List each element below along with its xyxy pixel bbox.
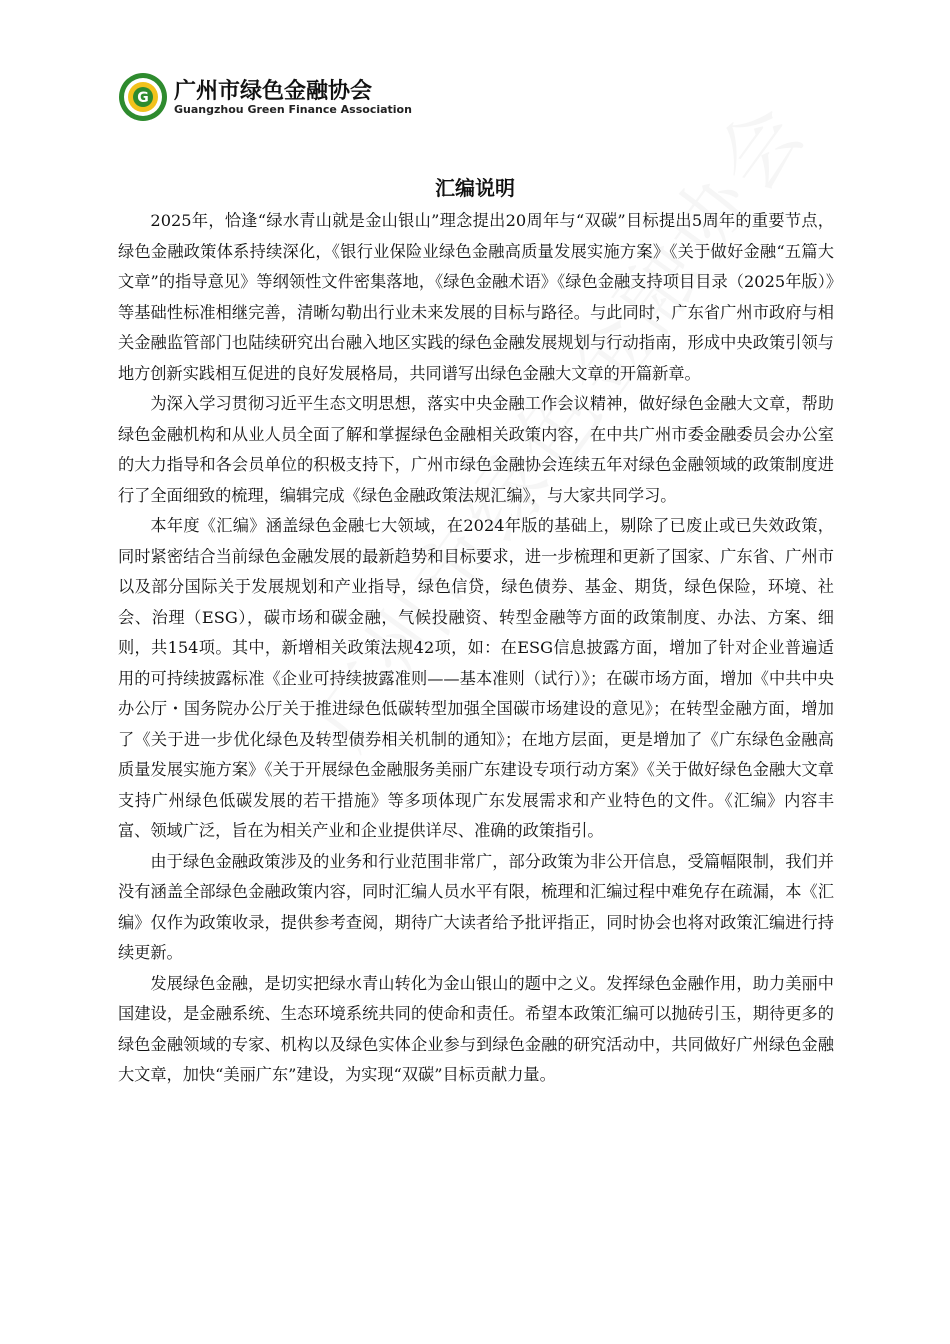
paragraph: 发展绿色金融，是切实把绿水青山转化为金山银山的题中之义。发挥绿色金融作用，助力美丽中国建设，是金融系统、生态环境系统共同的使命和责任。希望本政策汇编可以抛砖引玉，期待更多的绿色金融领域的专家、机构以及绿色实体企业参与到绿色金融的研究活动中，共同做好广州绿色金融大文章，加快“美丽广东”建设，为实现“双碳”目标贡献力量。 — [118, 973, 834, 1084]
document-body — [118, 206, 834, 1091]
paragraph: 为深入学习贯彻习近平生态文明思想，落实中央金融工作会议精神，做好绿色金融大文章，帮助绿色金融机构和从业人员全面了解和掌握绿色金融相关政策内容，在中共广州市委金融委员会办公室的大力指导和各会员单位的积极支持下，广州市绿色金融协会连续五年对绿色金融领域的政策制度进行了全面细致的梳理，编辑完成《绿色金融政策法规汇编》，与大家共同学习。 — [118, 394, 834, 505]
header — [118, 70, 418, 126]
page-title: 汇编说明 — [435, 176, 515, 200]
association-logo-icon — [118, 72, 168, 122]
logo-letter: G — [137, 90, 149, 106]
paragraph: 本年度《汇编》涵盖绿色金融七大领域，在2024年版的基础上，剔除了已废止或已失效政策，同时紧密结合当前绿色金融发展的最新趋势和目标要求，进一步梳理和更新了国家、广东省、广州市以及部分国际关于发展规划和产业指导，绿色信贷，绿色债券、基金、期货，绿色保险，环境、社会、治理（ESG），碳市场和碳金融，气候投融资、转型金融等方面的政策制度、办法、方案、细则，共154项。其中，新增相关政策法规42项，如：在ESG信息披露方面，增加了针对企业普遍适用的可持续披露标准《企业可持续披露准则——基本准则（试行）》；在碳市场方面，增加《中共中央办公厅・国务院办公厅关于推进绿色低碳转型加强全国碳市场建设的意见》；在转型金融方面，增加了《关于进一步优化绿色及转型债券相关机制的通知》；在地方层面，更是增加了《广东绿色金融高质量发展实施方案》《关于开展绿色金融服务美丽广东建设专项行动方案》《关于做好绿色金融大文章支持广州绿色低碳发展的若干措施》等多项体现广东发展需求和产业特色的文件。《汇编》内容丰富、领域广泛，旨在为相关产业和企业提供详尽、准确的政策指引。 — [118, 516, 834, 840]
org-name-cn: 广州市绿色金融协会 — [174, 79, 373, 104]
org-name-en: Guangzhou Green Finance Association — [174, 103, 412, 116]
paragraph: 2025年，恰逢“绿水青山就是金山银山”理念提出20周年与“双碳”目标提出5周年的重要节点，绿色金融政策体系持续深化，《银行业保险业绿色金融高质量发展实施方案》《关于做好金融“五篇大文章”的指导意见》等纲领性文件密集落地，《绿色金融术语》《绿色金融支持项目目录（2025年版）》等基础性标准相继完善，清晰勾勒出行业未来发展的目标与路径。与此同时，广东省广州市政府与相关金融监管部门也陆续研究出台融入地区实践的绿色金融发展规划与行动指南，形成中央政策引领与地方创新实践相互促进的良好发展格局，共同谱写出绿色金融大文章的开篇新章。 — [118, 211, 834, 383]
paragraph: 由于绿色金融政策涉及的业务和行业范围非常广，部分政策为非公开信息，受篇幅限制，我们并没有涵盖全部绿色金融政策内容，同时汇编人员水平有限，梳理和汇编过程中难免存在疏漏，本《汇编》仅作为政策收录，提供参考查阅，期待广大读者给予批评指正，同时协会也将对政策汇编进行持续更新。 — [118, 851, 834, 962]
